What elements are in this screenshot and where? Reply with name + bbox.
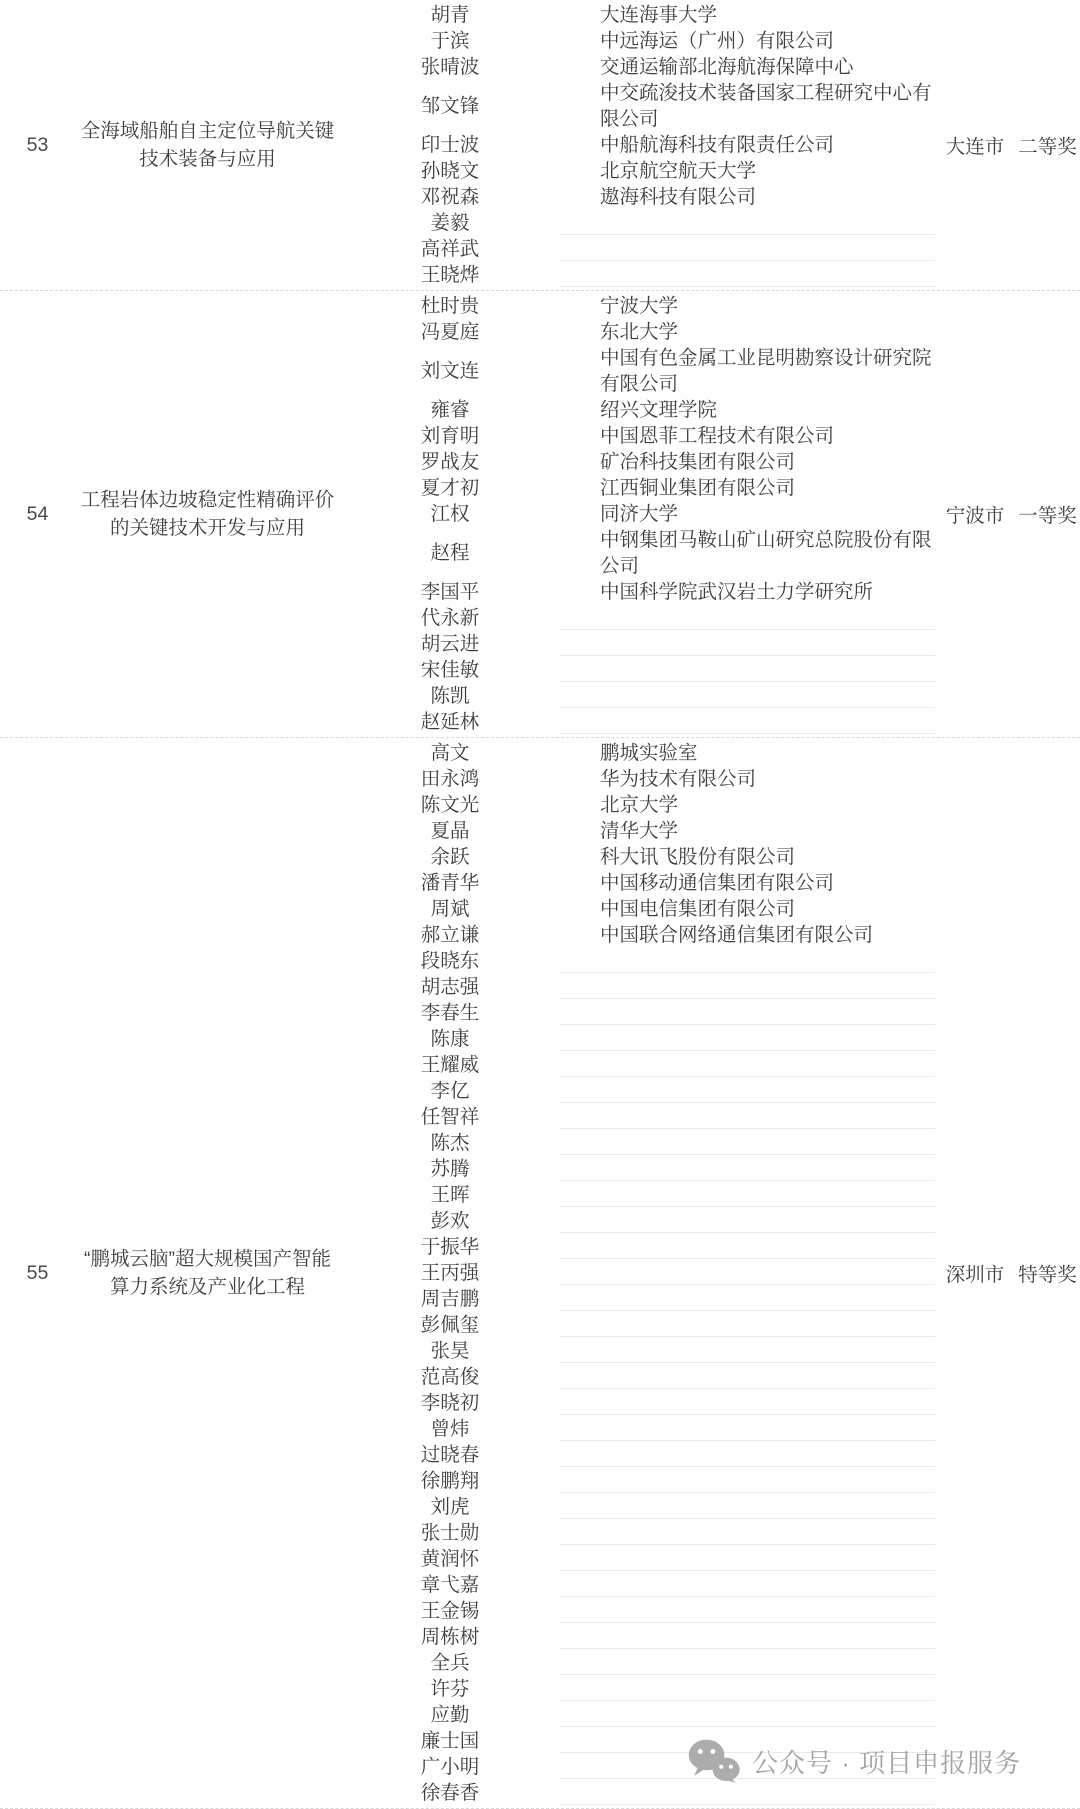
member-name: 胡志强 [420,976,480,998]
member-org [560,1494,935,1519]
member-name: 赵程 [430,542,470,564]
member-row [340,319,935,345]
member-org [560,709,935,734]
member-name: 陈康 [430,1028,470,1050]
award-cell: 二等奖 [1018,136,1077,158]
member-org: 鹏城实验室 [600,742,698,764]
award-cell: 一等奖 [1018,505,1077,527]
city-cell: 宁波市 [945,505,1005,527]
member-org [560,1156,935,1181]
member-row [340,423,935,449]
member-row [340,605,935,631]
member-row [340,579,935,605]
member-row [340,80,935,132]
member-row [340,1676,935,1702]
member-row [340,818,935,844]
member-name: 王晓烨 [420,264,480,286]
member-org: 中钢集团马鞍山矿山研究总院股份有限公司 [600,529,932,577]
member-org: 中国有色金属工业昆明勘察设计研究院有限公司 [600,347,932,395]
member-row [340,1520,935,1546]
city-cell: 大连市 [945,136,1005,158]
member-org: 中国恩菲工程技术有限公司 [600,425,835,447]
row-number: 53 [26,133,49,156]
member-org [560,657,935,682]
member-name: 张士勋 [420,1522,480,1544]
member-name: 周栋树 [420,1626,480,1648]
member-name: 宋佳敏 [420,659,480,681]
member-org: 中远海运（广州）有限公司 [600,30,835,52]
row-number: 54 [26,502,49,525]
member-name: 邓祝森 [420,186,480,208]
member-name: 李晓初 [420,1392,480,1414]
member-name: 李亿 [430,1080,470,1102]
member-name: 雍睿 [430,399,470,421]
member-org: 交通运输部北海航海保障中心 [600,56,854,78]
member-org: 宁波大学 [600,295,679,317]
member-row [340,974,935,1000]
member-name: 徐鹏翔 [420,1470,480,1492]
members-list [340,293,935,735]
member-name: 赵延林 [420,711,480,733]
member-row [340,766,935,792]
member-org [560,631,935,656]
member-row [340,683,935,709]
member-org [560,1624,935,1649]
member-row [340,184,935,210]
member-name: 胡云进 [420,633,480,655]
member-row [340,1026,935,1052]
member-name: 陈文光 [420,794,480,816]
member-org: 遨海科技有限公司 [600,186,757,208]
member-row [340,948,935,974]
member-org [560,1182,935,1207]
member-org [560,1286,935,1311]
project-title: 全海域船舶自主定位导航关键技术装备与应用 [80,120,335,170]
member-name: 全兵 [430,1652,470,1674]
member-name: 李国平 [420,581,480,603]
member-name: 张晴波 [420,56,480,78]
member-name: 许芬 [430,1678,470,1700]
member-org [560,1000,935,1025]
member-row [340,1364,935,1390]
member-name: 张昊 [430,1340,470,1362]
member-row [340,1182,935,1208]
member-org: 科大讯飞股份有限公司 [600,846,796,868]
member-org [560,1234,935,1259]
member-row [340,210,935,236]
member-org: 同济大学 [600,503,679,525]
table-row [0,291,1080,738]
member-org: 东北大学 [600,321,679,343]
table-row [0,0,1080,291]
member-name: 范高俊 [420,1366,480,1388]
member-row [340,1702,935,1728]
member-row [340,1286,935,1312]
member-row [340,293,935,319]
member-name: 印士波 [420,134,480,156]
member-org [560,1416,935,1441]
member-org [560,1130,935,1155]
member-org [560,1104,935,1129]
member-name: 刘育明 [420,425,480,447]
member-name: 于振华 [420,1236,480,1258]
member-name: 黄润怀 [420,1548,480,1570]
member-row [340,1312,935,1338]
member-org: 中船航海科技有限责任公司 [600,134,835,156]
member-org [560,1338,935,1363]
member-row [340,28,935,54]
member-row [340,449,935,475]
member-name: 任智祥 [420,1106,480,1128]
member-name: 姜毅 [430,212,470,234]
member-row [340,844,935,870]
member-org [560,236,935,261]
member-name: 彭佩玺 [420,1314,480,1336]
award-cell: 特等奖 [1018,1264,1077,1286]
wechat-icon [688,1738,740,1784]
member-org [560,210,935,235]
member-org [560,1312,935,1337]
member-name: 胡青 [430,4,470,26]
member-org [560,1208,935,1233]
member-name: 刘虎 [430,1496,470,1518]
member-org: 中国移动通信集团有限公司 [600,872,835,894]
member-row [340,397,935,423]
city-cell: 深圳市 [945,1264,1005,1286]
member-row [340,345,935,397]
member-org [560,1676,935,1701]
member-row [340,1650,935,1676]
member-org [560,1598,935,1623]
member-name: 杜时贵 [420,295,480,317]
member-row [340,1078,935,1104]
member-row [340,1234,935,1260]
member-row [340,501,935,527]
member-name: 徐春香 [420,1782,480,1804]
member-row [340,870,935,896]
project-title: 工程岩体边坡稳定性精确评价的关键技术开发与应用 [80,489,335,539]
member-org: 清华大学 [600,820,679,842]
member-row [340,158,935,184]
member-name: 廉士国 [420,1730,480,1752]
row-number: 55 [26,1261,49,1284]
member-row [340,236,935,262]
member-org [560,1442,935,1467]
member-row [340,1390,935,1416]
member-name: 王丙强 [420,1262,480,1284]
member-name: 潘青华 [420,872,480,894]
member-row [340,631,935,657]
member-name: 孙晓文 [420,160,480,182]
member-org: 中国科学院武汉岩土力学研究所 [600,581,874,603]
member-row [340,1130,935,1156]
member-org [560,1702,935,1727]
project-title: “鹏城云脑”超大规模国产智能算力系统及产业化工程 [84,1248,331,1298]
member-row [340,792,935,818]
member-row [340,1598,935,1624]
member-name: 王耀威 [420,1054,480,1076]
member-org [560,1650,935,1675]
member-org [560,683,935,708]
member-name: 高祥武 [420,238,480,260]
members-list [340,740,935,1806]
member-org [560,1520,935,1545]
member-name: 夏晶 [430,820,470,842]
table-row [0,738,1080,1809]
member-name: 应勤 [430,1704,470,1726]
member-row [340,1104,935,1130]
member-row [340,475,935,501]
member-name: 周吉鹏 [420,1288,480,1310]
member-row [340,657,935,683]
member-org [560,1572,935,1597]
member-row [340,709,935,735]
member-org: 矿冶科技集团有限公司 [600,451,796,473]
member-row [340,1442,935,1468]
member-name: 邹文锋 [420,95,480,117]
member-name: 彭欢 [430,1210,470,1232]
member-name: 夏才初 [420,477,480,499]
member-row [340,1546,935,1572]
member-row [340,1624,935,1650]
member-name: 陈凯 [430,685,470,707]
member-row [340,1468,935,1494]
member-org: 华为技术有限公司 [600,768,757,790]
member-org [560,605,935,630]
member-name: 王金锡 [420,1600,480,1622]
member-name: 段晓东 [420,950,480,972]
member-name: 苏腾 [430,1158,470,1180]
member-name: 李春生 [420,1002,480,1024]
member-name: 江权 [430,503,470,525]
member-name: 于滨 [430,30,470,52]
member-name: 章弋嘉 [420,1574,480,1596]
member-row [340,896,935,922]
member-row [340,1572,935,1598]
member-org [560,1468,935,1493]
member-row [340,1338,935,1364]
member-org: 中交疏浚技术装备国家工程研究中心有限公司 [600,82,932,130]
member-org [560,262,935,287]
member-row [340,1494,935,1520]
member-name: 过晓春 [420,1444,480,1466]
member-name: 广小明 [420,1756,480,1778]
member-name: 高文 [430,742,470,764]
member-org [560,1390,935,1415]
member-name: 田永鸿 [420,768,480,790]
watermark-text: 公众号 · 项目申报服务 [752,1747,1022,1778]
member-org [560,1026,935,1051]
member-org [560,1546,935,1571]
member-name: 冯夏庭 [420,321,480,343]
member-row [340,54,935,80]
member-row [340,2,935,28]
member-row [340,132,935,158]
member-row [340,922,935,948]
watermark [688,1738,1021,1784]
member-name: 曾炜 [430,1418,470,1440]
member-row [340,740,935,766]
member-org: 中国联合网络通信集团有限公司 [600,924,874,946]
member-name: 郝立谦 [420,924,480,946]
member-name: 王晖 [430,1184,470,1206]
member-row [340,1156,935,1182]
member-row [340,1416,935,1442]
member-org: 北京航空航天大学 [600,160,757,182]
member-org [560,1364,935,1389]
member-org: 绍兴文理学院 [600,399,718,421]
member-name: 余跃 [430,846,470,868]
members-list [340,2,935,288]
member-org [560,1260,935,1285]
member-row [340,1000,935,1026]
member-org: 北京大学 [600,794,679,816]
member-name: 周斌 [430,898,470,920]
member-org: 大连海事大学 [600,4,718,26]
member-row [340,1260,935,1286]
member-name: 代永新 [420,607,480,629]
member-org [560,948,935,973]
member-org: 江西铜业集团有限公司 [600,477,796,499]
member-name: 陈杰 [430,1132,470,1154]
member-name: 罗战友 [420,451,480,473]
member-row [340,1208,935,1234]
member-org [560,1052,935,1077]
member-name: 刘文连 [420,360,480,382]
member-row [340,1052,935,1078]
member-row [340,262,935,288]
member-row [340,527,935,579]
member-org: 中国电信集团有限公司 [600,898,796,920]
member-org [560,1078,935,1103]
member-org [560,974,935,999]
